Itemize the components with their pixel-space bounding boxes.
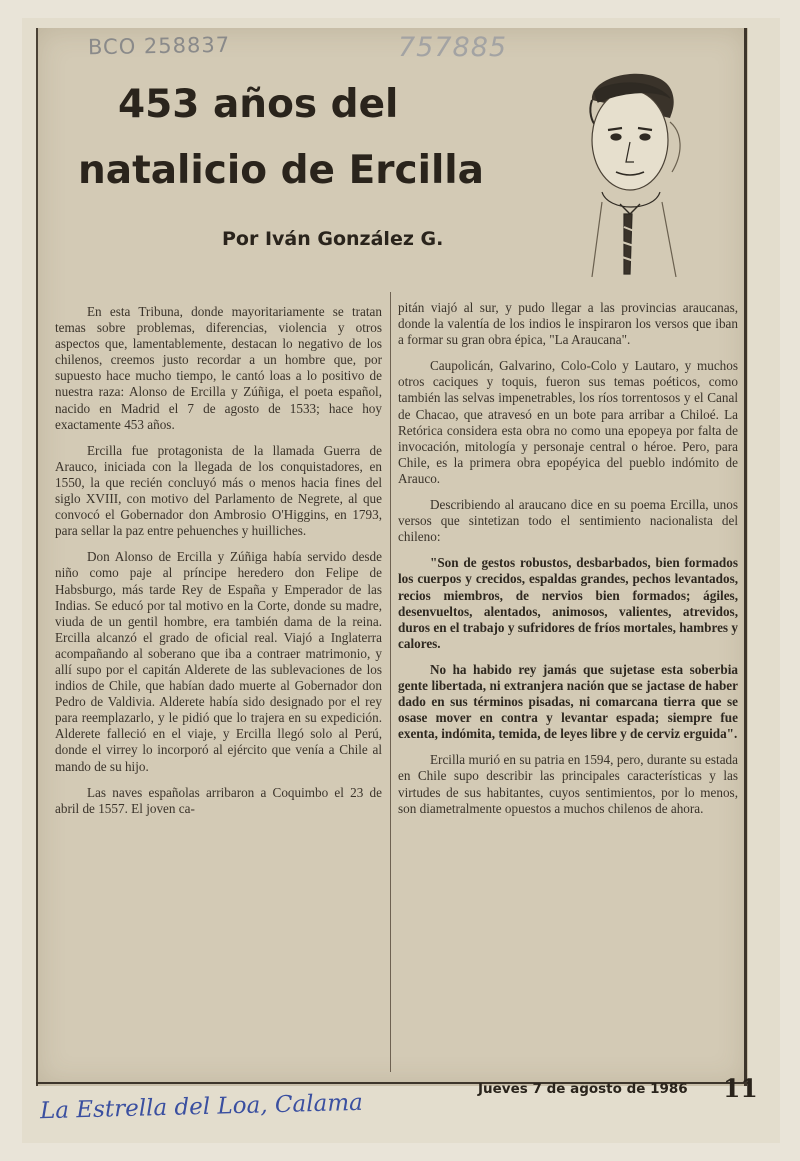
poem-stanza: No ha habido rey jamás que sujetase esta soberbia gente libertada, ni extranjera nación que se jactase de haber dado en sus términos pisadas, ni comarcana tierra que se osase mover en contra y levantar espada; siempre fue exenta, indómita, temida, de leyes libre y de cerviz erguida". (398, 661, 738, 742)
author-portrait (572, 62, 692, 277)
closing-paragraph: Ercilla murió en su patria en 1594, pero, durante su estada en Chile supo describir las principales características y las virtudes de sus habitantes, cuyos sentimientos, por lo menos, son diametralmente opuestos a muchos chilenos de ahora. (398, 752, 738, 816)
headline-line-1: 453 años del (118, 82, 399, 127)
paragraph: Las naves españolas arribaron a Coquimbo el 23 de abril de 1557. El joven ca- (55, 784, 382, 816)
issue-date: Jueves 7 de agosto de 1986 (478, 1081, 688, 1097)
paragraph: Caupolicán, Galvarino, Colo-Colo y Lautaro, y muchos otros caciques y toquis, fueron sus temas poéticos, como también las selvas impenetrables, los ríos torrentosos y el Canal de Chacao, que atravesó en un bote para arribar a Chiloé. La Retórica considera esta obra no como una epopeya por falta de invocación, mitología y personaje central o héroe. Pero, para Chile, es la primera obra epopéyica del pueblo indómito de Arauco. (398, 358, 738, 486)
headline-line-2: natalicio de Ercilla (78, 148, 484, 193)
paragraph: Describiendo al araucano dice en su poema Ercilla, unos versos que sintetizan todo el sentimiento nacionalista del chileno: (398, 497, 738, 545)
column-divider (390, 292, 391, 1072)
archive-stamp-left: BCO 258837 (87, 32, 231, 60)
article-byline: Por Iván González G. (222, 228, 444, 250)
poem-stanza: "Son de gestos robustos, desbarbados, bien formados los cuerpos y crecidos, espaldas grandes, pechos levantados, recios miembros, de nervios bien formados; ágiles, desenvueltos, alentados, animosos, valientes, atrevidos, duros en el trabajo y sufridores de fríos mortales, hambres y calores. (398, 555, 738, 651)
paragraph: En esta Tribuna, donde mayoritariamente se tratan temas sobre problemas, diferencias, violencia y otros aspectos que, lamentablemente, destacan lo negativo de los chilenos, creemos justo recordar a un hombre que, por supuesto hace mucho tiempo, le cantó loas a lo positivo de nuestra raza: Alonso de Ercilla y Zúñiga, el poeta español, nacido en Madrid el 7 de agosto de 1533; hace hoy exactamente 453 años. (55, 304, 382, 432)
clipping-right-border (744, 28, 747, 1086)
paragraph: Ercilla fue protagonista de la llamada Guerra de Arauco, iniciada con la llegada de los conquistadores, en 1550, la que recién concluyó más o menos hacia fines del siglo XVIII, con motivo del Parlamento de Negrete, al que convocó el Gobernador don Ambrosio O'Higgins, en 1793, para sellar la paz entre pehuenches y huilliches. (55, 442, 382, 539)
article-headline (78, 72, 518, 204)
paragraph: pitán viajó al sur, y pudo llegar a las provincias araucanas, donde la valentía de los indios le inspiraron los versos que iban a formar su gran obra épica, "La Araucana". (398, 300, 738, 348)
handwritten-source-note: La Estrella del Loa, Calama (39, 1089, 364, 1125)
archive-stamp-right: 757885 (398, 32, 508, 63)
paragraph: Don Alonso de Ercilla y Zúñiga había servido desde niño como paje al príncipe heredero don Felipe de Habsburgo, más tarde Rey de España y Emperador de las Indias. Se educó por tal motivo en la Corte, donde su madre, viuda de un gentil hombre, era también dama de la reina. Ercilla alcanzó el grado de oficial real. Viajó a Inglaterra acompañando al soberano que iba a contraer matrimonio, y allí supo por el capitán Alderete de las sublevaciones de los indios de Chile, que habían dado muerte al Gobernador don Pedro de Valdivia. Alderete había sido designado por el rey para reemplazarlo, y le pidió que lo trajera en su expedición. Alderete falleció en el viaje, y Ercilla llegó solo al Perú, donde el virrey lo incorporó al ejército que venía a Chile al mando de su hijo. (55, 549, 382, 774)
article-right-column (398, 300, 738, 827)
article-left-column (55, 304, 382, 827)
page-number: 11 (723, 1074, 758, 1103)
clipping-left-border (36, 28, 38, 1086)
